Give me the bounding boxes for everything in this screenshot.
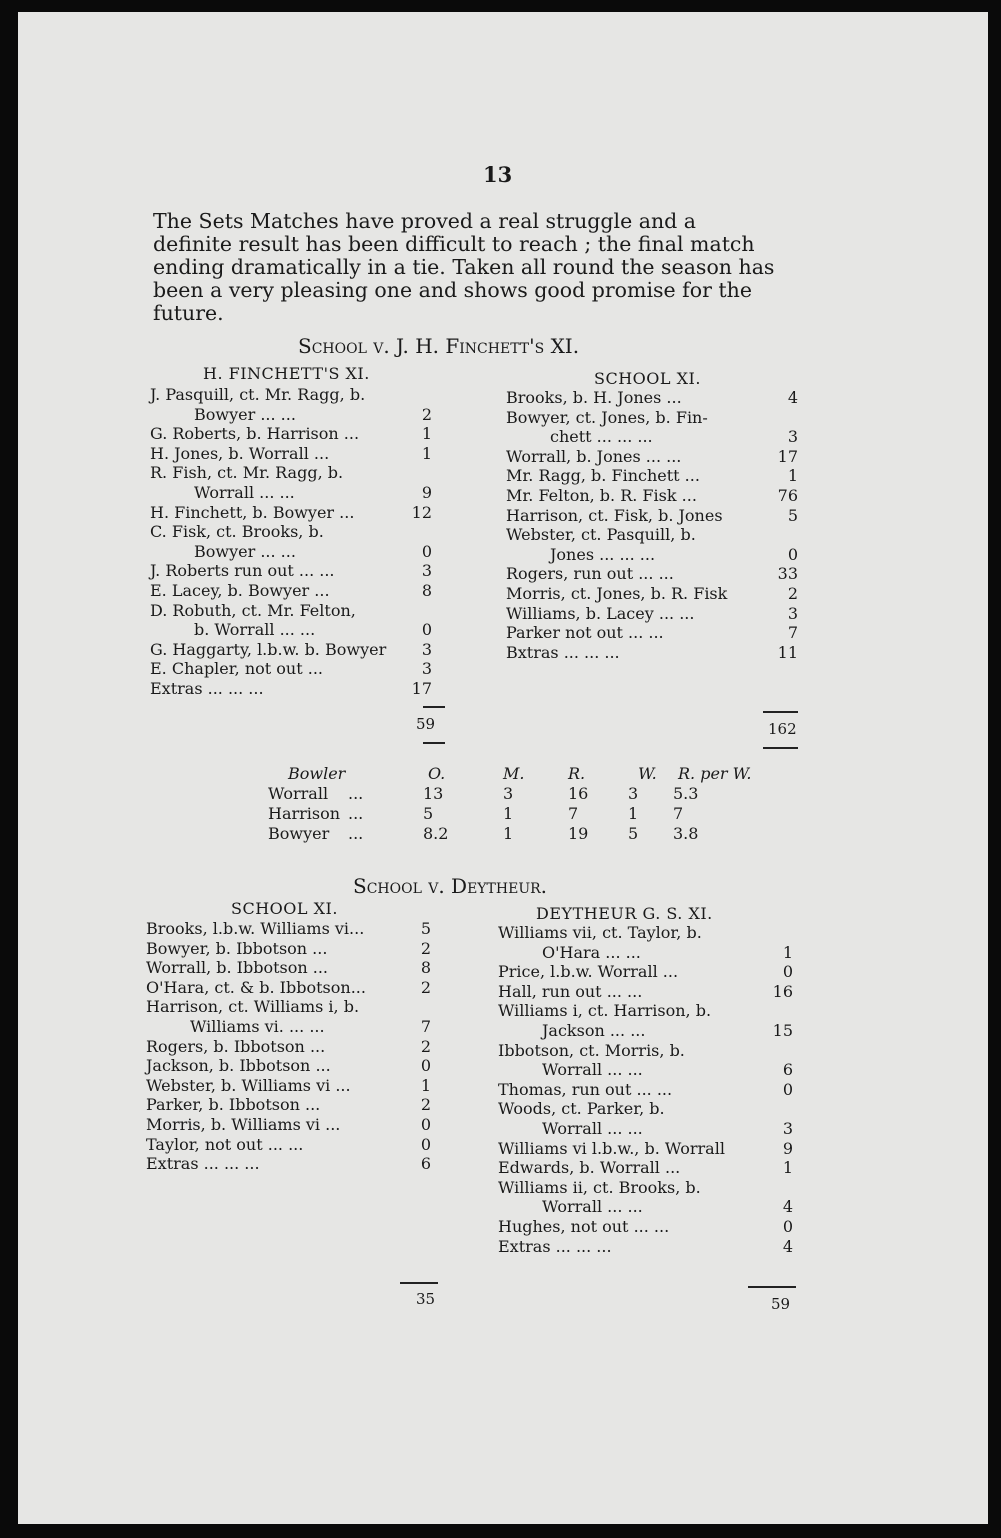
match1-left-total: 59 bbox=[416, 715, 436, 733]
runs-value: 15 bbox=[772, 1021, 793, 1040]
batsman-entry: Williams, b. Lacey ... ... bbox=[506, 603, 695, 623]
runs-value: 3 bbox=[421, 561, 432, 581]
batsman-entry: O'Hara ... ... bbox=[542, 942, 641, 962]
batsman-entry: Extras ... ... ... bbox=[150, 679, 264, 698]
batting-row bbox=[498, 1060, 798, 1080]
runs-value: 3 bbox=[787, 427, 798, 447]
intro-line: ending dramatically in a tie. Taken all round the season has bbox=[153, 255, 775, 279]
match2-right-team: DEYTHEUR G. S. XI. bbox=[536, 904, 713, 923]
batsman-entry: b. Worrall ... ... bbox=[194, 620, 316, 640]
runs-value: 2 bbox=[420, 977, 431, 997]
batting-row bbox=[146, 1037, 441, 1057]
batting-row bbox=[150, 405, 440, 425]
batting-row bbox=[150, 620, 440, 640]
bowling-header: O. bbox=[428, 764, 446, 783]
batsman-entry: Worrall, b. Jones ... ... bbox=[506, 446, 682, 466]
runs-value: 3 bbox=[421, 659, 432, 679]
batsman-entry: Morris, b. Williams vi ... bbox=[146, 1115, 341, 1134]
runs-value: 16 bbox=[772, 981, 793, 1001]
bowling-m: 1 bbox=[503, 804, 514, 823]
batsman-entry: Worrall ... ... bbox=[194, 483, 295, 502]
runs-value: 0 bbox=[787, 544, 798, 564]
batting-row bbox=[146, 919, 441, 939]
match1-right-team: SCHOOL XI. bbox=[594, 369, 701, 388]
batsman-entry: Hall, run out ... ... bbox=[498, 981, 643, 1001]
batsman-entry: J. Roberts run out ... ... bbox=[150, 561, 335, 581]
batting-row bbox=[146, 958, 441, 978]
batsman-entry: Brooks, l.b.w. Williams vi... bbox=[146, 919, 365, 938]
batsman-entry: Worrall, b. Ibbotson ... bbox=[146, 958, 329, 978]
batting-row bbox=[150, 659, 440, 679]
batsman-entry: Morris, ct. Jones, b. R. Fisk bbox=[506, 584, 728, 603]
batting-row bbox=[150, 503, 440, 523]
batsman-entry: C. Fisk, ct. Brooks, b. bbox=[150, 522, 324, 542]
runs-value: 5 bbox=[787, 505, 798, 525]
batsman-entry: Parker, b. Ibbotson ... bbox=[146, 1095, 321, 1115]
batting-row bbox=[498, 1158, 798, 1178]
batting-row bbox=[506, 643, 801, 663]
batting-row bbox=[506, 525, 801, 545]
bowling-header: R. bbox=[568, 764, 586, 783]
bowling-w: 3 bbox=[628, 784, 639, 803]
runs-value: 6 bbox=[782, 1060, 793, 1080]
runs-value: 4 bbox=[782, 1236, 793, 1256]
batting-row bbox=[146, 1135, 441, 1155]
batting-row bbox=[146, 939, 441, 959]
batsman-entry: Harrison, ct. Fisk, b. Jones bbox=[506, 505, 723, 525]
match1-right-total: 162 bbox=[768, 720, 797, 738]
batsman-entry: O'Hara, ct. & b. Ibbotson... bbox=[146, 977, 366, 997]
batting-row bbox=[146, 1095, 441, 1115]
batting-row bbox=[146, 1154, 441, 1174]
batsman-entry: Ibbotson, ct. Morris, b. bbox=[498, 1040, 685, 1060]
batsman-entry: Thomas, run out ... ... bbox=[498, 1079, 673, 1099]
batting-row bbox=[506, 447, 801, 467]
batting-row bbox=[506, 564, 801, 584]
bowling-dots: ... bbox=[348, 784, 364, 803]
runs-value: 2 bbox=[787, 584, 798, 603]
batsman-entry: Brooks, b. H. Jones ... bbox=[506, 388, 682, 407]
batsman-entry: Edwards, b. Worrall ... bbox=[498, 1158, 681, 1178]
batsman-entry: chett ... ... ... bbox=[550, 427, 653, 447]
bowling-o: 5 bbox=[423, 804, 434, 823]
batting-row bbox=[506, 584, 801, 604]
batting-row bbox=[150, 561, 440, 581]
runs-value: 1 bbox=[421, 443, 432, 463]
bowling-w: 1 bbox=[628, 804, 639, 823]
runs-value: 0 bbox=[421, 620, 432, 640]
batsman-entry: Hughes, not out ... ... bbox=[498, 1217, 670, 1236]
bowling-r: 19 bbox=[568, 824, 589, 843]
runs-value: 11 bbox=[777, 642, 798, 662]
batsman-entry: Williams i, ct. Harrison, b. bbox=[498, 1001, 712, 1021]
batsman-entry: Harrison, ct. Williams i, b. bbox=[146, 997, 360, 1017]
bowling-header: Bowler bbox=[288, 764, 346, 783]
bowling-header: R. per W. bbox=[678, 764, 752, 783]
divider bbox=[763, 747, 798, 749]
bowling-header: M. bbox=[503, 764, 525, 783]
batting-row bbox=[506, 506, 801, 526]
bowling-o: 8.2 bbox=[423, 824, 449, 843]
batting-row bbox=[146, 1076, 441, 1096]
batting-row bbox=[498, 943, 798, 963]
batting-row bbox=[498, 1217, 798, 1237]
runs-value: 9 bbox=[782, 1138, 793, 1158]
batting-row bbox=[506, 408, 801, 428]
batting-row bbox=[150, 483, 440, 503]
batsman-entry: Price, l.b.w. Worrall ... bbox=[498, 962, 679, 982]
batsman-entry: Williams ii, ct. Brooks, b. bbox=[498, 1177, 701, 1197]
batsman-entry: Extras ... ... ... bbox=[146, 1154, 260, 1174]
batting-row bbox=[150, 679, 440, 699]
batsman-entry: Bowyer ... ... bbox=[194, 541, 296, 561]
runs-value: 4 bbox=[787, 388, 798, 407]
runs-value: 3 bbox=[787, 603, 798, 623]
batting-row bbox=[498, 1178, 798, 1198]
runs-value: 0 bbox=[420, 1134, 431, 1154]
bowling-w: 5 bbox=[628, 824, 639, 843]
runs-value: 17 bbox=[777, 446, 798, 466]
batsman-entry: Bxtras ... ... ... bbox=[506, 642, 620, 662]
batting-row bbox=[498, 1099, 798, 1119]
divider bbox=[763, 711, 798, 713]
match2-title: School v. Deytheur. bbox=[353, 874, 548, 898]
batsman-entry: J. Pasquill, ct. Mr. Ragg, b. bbox=[150, 385, 366, 404]
batsman-entry: Taylor, not out ... ... bbox=[146, 1134, 304, 1154]
batsman-entry: Extras ... ... ... bbox=[498, 1236, 612, 1256]
batsman-entry: E. Chapler, not out ... bbox=[150, 659, 323, 679]
batting-row bbox=[498, 1119, 798, 1139]
batting-row bbox=[498, 1139, 798, 1159]
divider bbox=[423, 742, 445, 744]
bowling-rpw: 3.8 bbox=[673, 824, 699, 843]
batsman-entry: Worrall ... ... bbox=[542, 1060, 643, 1080]
batsman-entry: Woods, ct. Parker, b. bbox=[498, 1099, 665, 1119]
batting-row bbox=[146, 1115, 441, 1135]
batsman-entry: R. Fish, ct. Mr. Ragg, b. bbox=[150, 463, 344, 483]
batting-row bbox=[146, 978, 441, 998]
runs-value: 7 bbox=[787, 623, 798, 643]
match1-title: School v. J. H. Finchett's XI. bbox=[298, 334, 580, 358]
batting-row bbox=[150, 424, 440, 444]
batting-row bbox=[498, 1021, 798, 1041]
batting-row bbox=[150, 581, 440, 601]
bowling-header: W. bbox=[638, 764, 657, 783]
runs-value: 1 bbox=[782, 942, 793, 962]
batsman-entry: H. Jones, b. Worrall ... bbox=[150, 443, 330, 463]
runs-value: 2 bbox=[420, 938, 431, 958]
batsman-entry: Rogers, b. Ibbotson ... bbox=[146, 1036, 326, 1056]
runs-value: 7 bbox=[420, 1017, 431, 1036]
runs-value: 0 bbox=[782, 1217, 793, 1236]
intro-line: definite result has been difficult to reach ; the final match bbox=[153, 232, 755, 256]
batting-row bbox=[150, 385, 440, 405]
runs-value: 3 bbox=[782, 1119, 793, 1138]
match1-left-team: H. FINCHETT'S XI. bbox=[203, 364, 370, 383]
batsman-entry: Williams vii, ct. Taylor, b. bbox=[498, 923, 702, 942]
batsman-entry: Bowyer ... ... bbox=[194, 404, 296, 424]
runs-value: 5 bbox=[420, 919, 431, 938]
batting-row bbox=[498, 1001, 798, 1021]
bowling-r: 16 bbox=[568, 784, 589, 803]
batting-row bbox=[146, 997, 441, 1017]
batsman-entry: E. Lacey, b. Bowyer ... bbox=[150, 581, 330, 600]
batsman-entry: Bowyer, ct. Jones, b. Fin- bbox=[506, 407, 708, 427]
batsman-entry: Mr. Felton, b. R. Fisk ... bbox=[506, 486, 697, 505]
batting-row bbox=[150, 601, 440, 621]
runs-value: 1 bbox=[420, 1075, 431, 1095]
batting-row bbox=[506, 545, 801, 565]
runs-value: 2 bbox=[420, 1036, 431, 1056]
intro-line: The Sets Matches have proved a real struggle and a bbox=[153, 209, 697, 233]
bowling-r: 7 bbox=[568, 804, 579, 823]
bowling-name: Harrison bbox=[268, 804, 341, 823]
bowling-table bbox=[248, 764, 768, 844]
batsman-entry: Worrall ... ... bbox=[542, 1197, 643, 1217]
batting-row bbox=[506, 623, 801, 643]
batsman-entry: Parker not out ... ... bbox=[506, 623, 664, 643]
runs-value: 3 bbox=[421, 639, 432, 659]
batting-row bbox=[146, 1056, 441, 1076]
batsman-entry: Mr. Ragg, b. Finchett ... bbox=[506, 466, 700, 486]
runs-value: 76 bbox=[777, 486, 798, 505]
batsman-entry: Rogers, run out ... ... bbox=[506, 564, 674, 584]
batting-row bbox=[498, 1041, 798, 1061]
batting-row bbox=[506, 486, 801, 506]
runs-value: 0 bbox=[782, 1079, 793, 1099]
runs-value: 1 bbox=[782, 1158, 793, 1178]
batting-row bbox=[150, 542, 440, 562]
bowling-m: 3 bbox=[503, 784, 514, 803]
batting-row bbox=[498, 1237, 798, 1257]
runs-value: 2 bbox=[421, 404, 432, 424]
batting-row bbox=[150, 522, 440, 542]
runs-value: 0 bbox=[421, 541, 432, 561]
batsman-entry: Williams vi. ... ... bbox=[190, 1017, 325, 1036]
batting-row bbox=[146, 1017, 441, 1037]
match2-left-total: 35 bbox=[416, 1290, 436, 1308]
runs-value: 9 bbox=[421, 483, 432, 502]
runs-value: 1 bbox=[787, 466, 798, 486]
batting-row bbox=[506, 388, 801, 408]
runs-value: 0 bbox=[782, 962, 793, 982]
batting-row bbox=[150, 640, 440, 660]
batsman-entry: Webster, b. Williams vi ... bbox=[146, 1075, 351, 1095]
batting-row bbox=[150, 463, 440, 483]
runs-value: 33 bbox=[777, 564, 798, 584]
runs-value: 6 bbox=[420, 1154, 431, 1174]
match2-right-total: 59 bbox=[771, 1295, 791, 1313]
page bbox=[18, 12, 988, 1524]
runs-value: 12 bbox=[411, 502, 432, 522]
bowling-o: 13 bbox=[423, 784, 444, 803]
batsman-entry: Jackson, b. Ibbotson ... bbox=[146, 1056, 331, 1076]
batsman-entry: Jackson ... ... bbox=[542, 1021, 646, 1040]
batting-row bbox=[506, 604, 801, 624]
batsman-entry: Bowyer, b. Ibbotson ... bbox=[146, 938, 328, 958]
batsman-entry: Jones ... ... ... bbox=[550, 544, 656, 564]
batsman-entry: Worrall ... ... bbox=[542, 1119, 643, 1138]
runs-value: 0 bbox=[420, 1115, 431, 1134]
runs-value: 2 bbox=[420, 1095, 431, 1115]
bowling-m: 1 bbox=[503, 824, 514, 843]
batting-row bbox=[498, 1080, 798, 1100]
runs-value: 0 bbox=[420, 1056, 431, 1076]
batsman-entry: D. Robuth, ct. Mr. Felton, bbox=[150, 600, 356, 620]
intro-paragraph bbox=[153, 210, 808, 325]
batsman-entry: G. Roberts, b. Harrison ... bbox=[150, 424, 360, 444]
batsman-entry: Williams vi l.b.w., b. Worrall bbox=[498, 1138, 725, 1158]
batting-row bbox=[506, 466, 801, 486]
bowling-rpw: 7 bbox=[673, 804, 684, 823]
divider bbox=[400, 1282, 438, 1284]
batting-row bbox=[150, 444, 440, 464]
batting-row bbox=[498, 1197, 798, 1217]
bowling-name: Bowyer bbox=[268, 824, 330, 843]
page-number: 13 bbox=[483, 162, 513, 187]
batting-row bbox=[498, 923, 798, 943]
batting-row bbox=[506, 427, 801, 447]
batsman-entry: G. Haggarty, l.b.w. b. Bowyer bbox=[150, 639, 387, 659]
runs-value: 17 bbox=[411, 679, 432, 698]
bowling-rpw: 5.3 bbox=[673, 784, 699, 803]
batting-row bbox=[498, 982, 798, 1002]
batsman-entry: H. Finchett, b. Bowyer ... bbox=[150, 502, 355, 522]
runs-value: 4 bbox=[782, 1197, 793, 1217]
runs-value: 8 bbox=[420, 958, 431, 978]
match2-left-team: SCHOOL XI. bbox=[231, 899, 338, 918]
intro-line: future. bbox=[153, 301, 224, 325]
intro-line: been a very pleasing one and shows good promise for the bbox=[153, 278, 753, 302]
bowling-dots: ... bbox=[348, 804, 364, 823]
divider bbox=[748, 1286, 796, 1288]
divider bbox=[423, 706, 445, 708]
batting-row bbox=[498, 962, 798, 982]
runs-value: 1 bbox=[421, 424, 432, 444]
batsman-entry: Webster, ct. Pasquill, b. bbox=[506, 525, 696, 545]
bowling-name: Worrall bbox=[268, 784, 329, 803]
runs-value: 8 bbox=[421, 581, 432, 600]
bowling-dots: ... bbox=[348, 824, 364, 843]
